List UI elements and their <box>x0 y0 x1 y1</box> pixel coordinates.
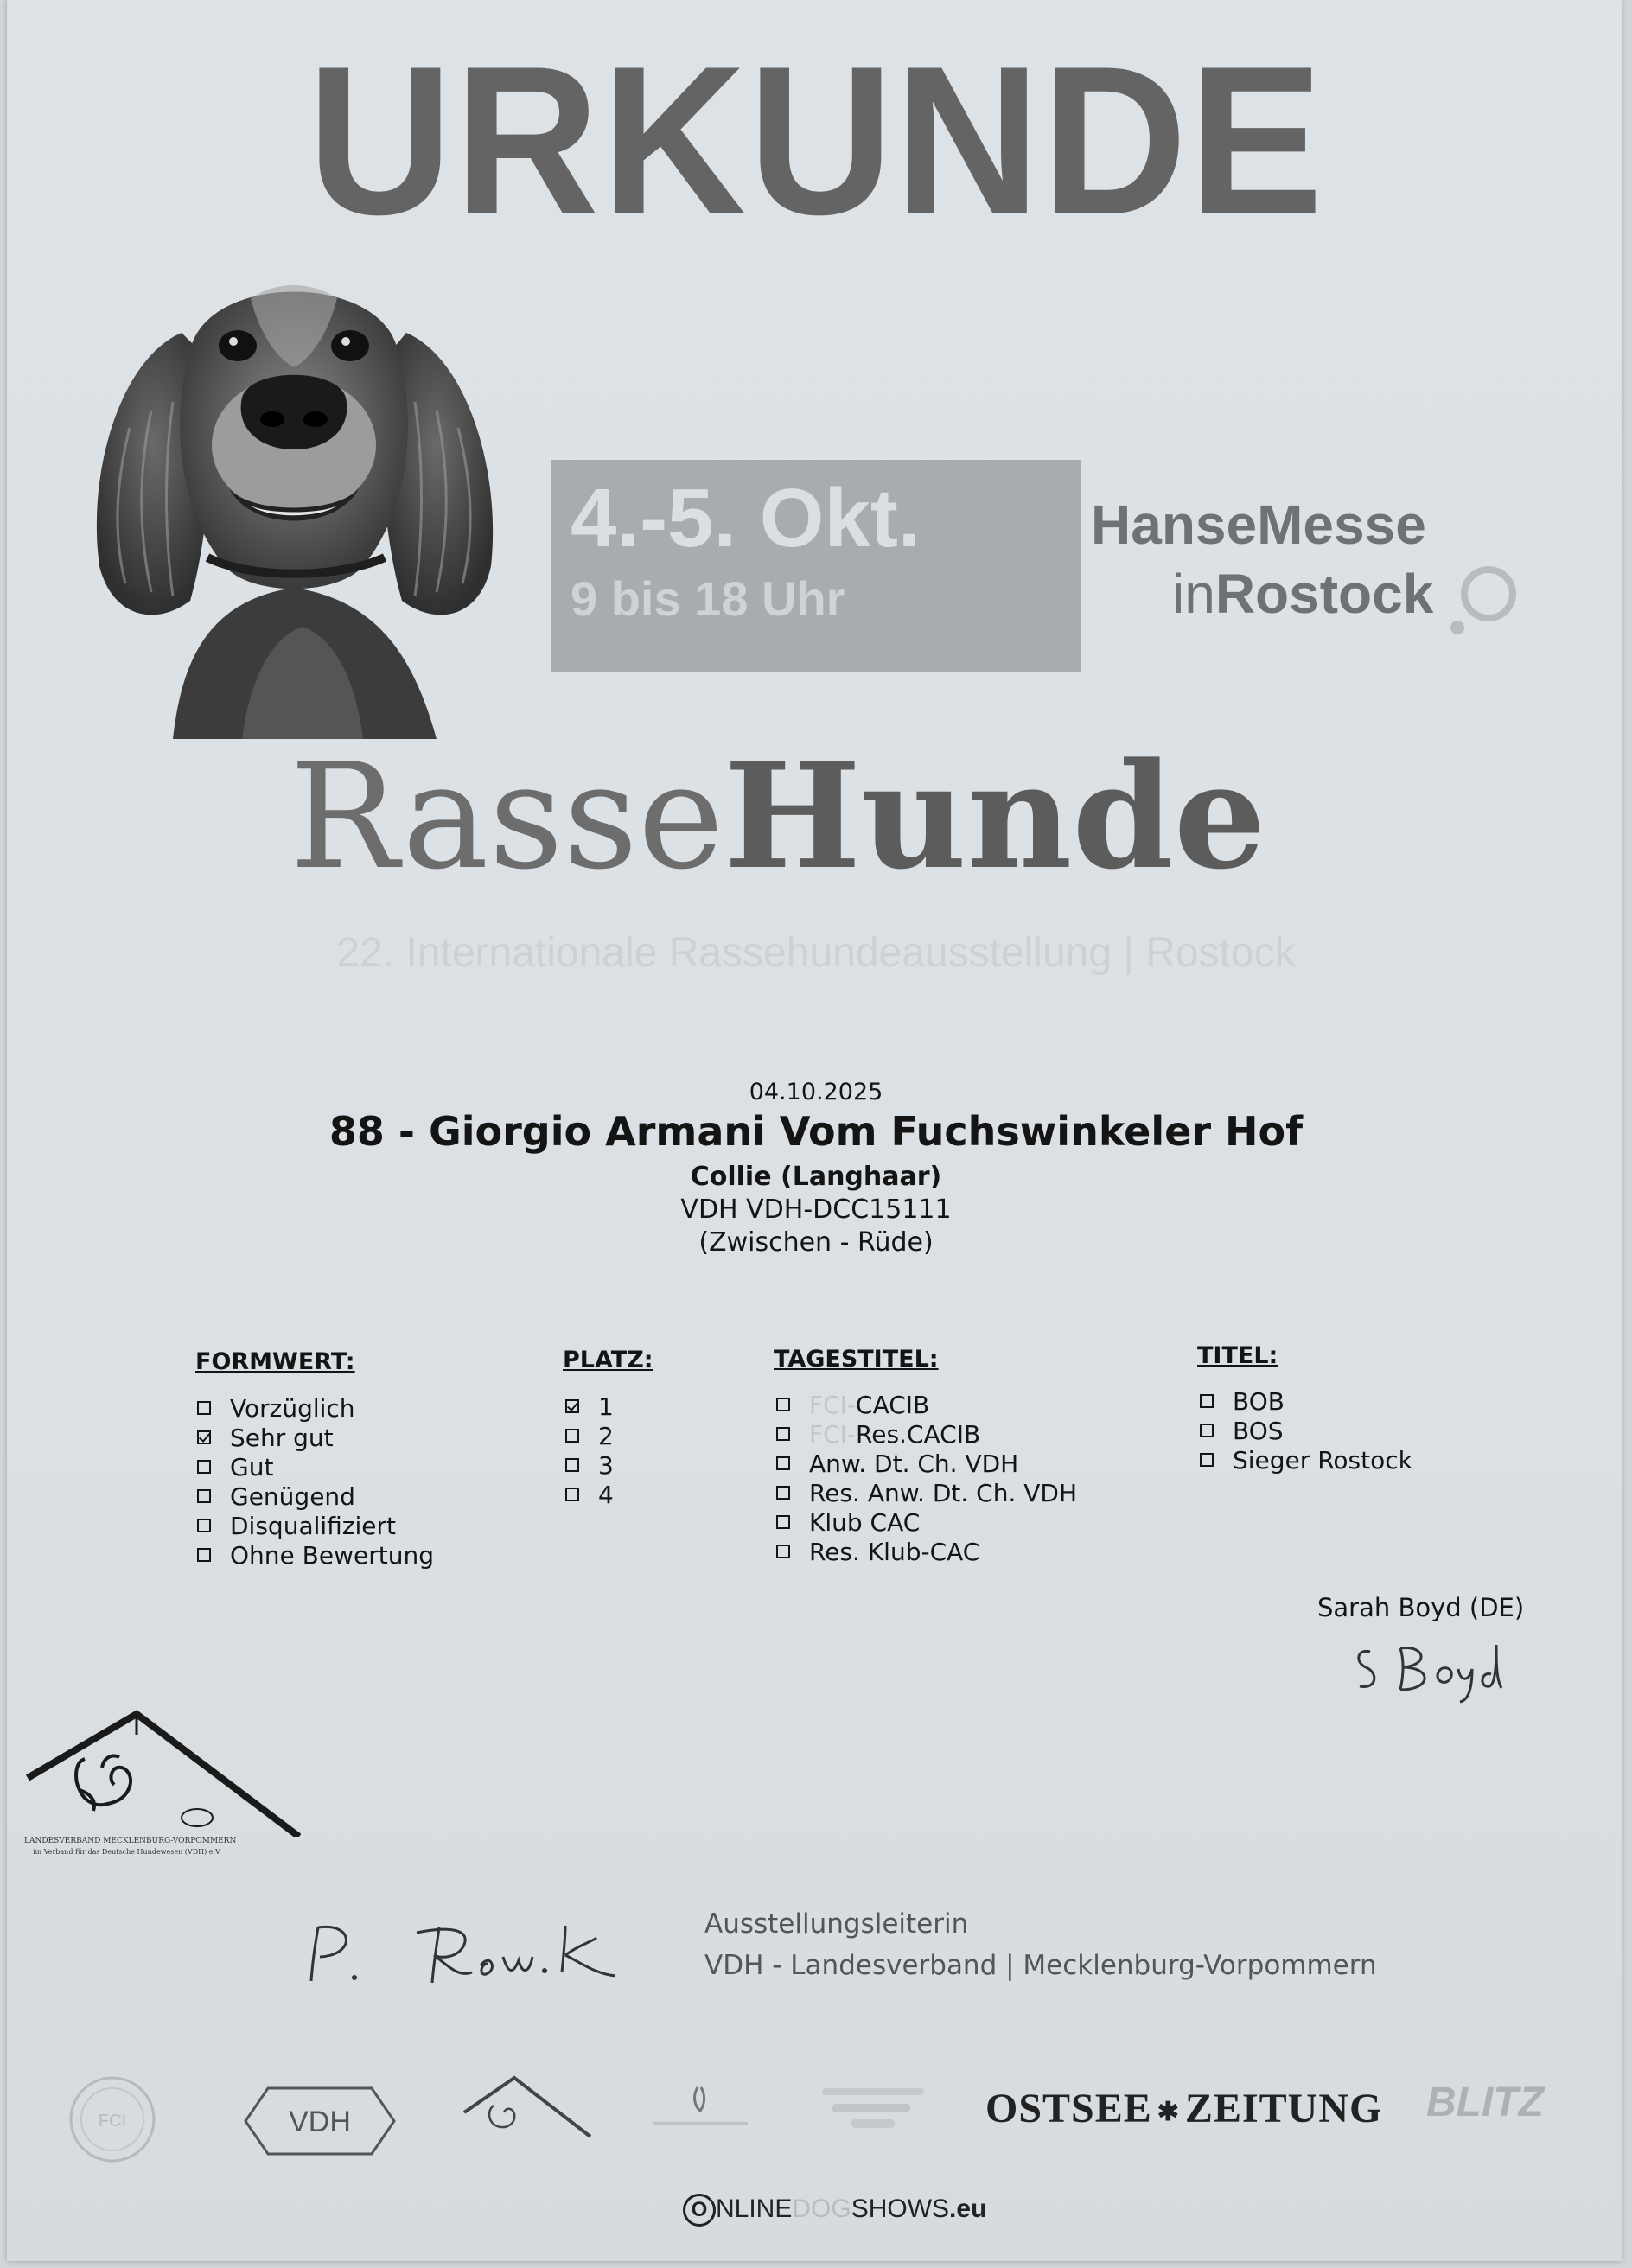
formwert-label: Disqualifiziert <box>230 1511 396 1540</box>
blitz-logo: BLITZ <box>1426 2080 1544 2125</box>
tagestitel-label: Res.CACIB <box>856 1419 981 1449</box>
venue-city-name: Rostock <box>1214 563 1434 625</box>
titel-option[interactable] <box>1200 1445 1412 1475</box>
logo-caption-line1: LANDESVERBAND MECKLENBURG-VORPOMMERN <box>24 1837 237 1845</box>
event-dates: 4.-5. Okt. <box>571 472 921 564</box>
event-hours: 9 bis 18 Uhr <box>571 571 845 626</box>
online-text: NLINE <box>716 2194 793 2223</box>
tagestitel-checkbox[interactable] <box>776 1427 790 1441</box>
tagestitel-option[interactable] <box>776 1537 1077 1566</box>
landesverband-logo <box>24 1707 301 1837</box>
dog-illustration <box>78 255 510 739</box>
tagestitel-options <box>776 1390 1077 1566</box>
judge-name: Sarah Boyd (DE) <box>1317 1593 1525 1622</box>
platz-option[interactable] <box>565 1421 614 1450</box>
formwert-option[interactable] <box>197 1481 434 1511</box>
platz-option[interactable] <box>565 1392 614 1421</box>
dog-breed: Collie (Langhaar) <box>690 1162 942 1192</box>
formwert-option[interactable] <box>197 1452 434 1481</box>
formwert-label: Gut <box>230 1452 274 1481</box>
formwert-options <box>197 1393 434 1570</box>
sponsor-logo-faint-1 <box>644 2079 756 2139</box>
titel-heading: TITEL: <box>1197 1342 1278 1369</box>
formwert-heading: FORMWERT: <box>195 1348 355 1375</box>
online-shows-text: SHOWS <box>851 2194 950 2223</box>
event-brand-bold: Hunde <box>724 730 1266 901</box>
online-dog-text: DOG <box>792 2194 851 2223</box>
online-dog-shows-logo <box>683 2194 986 2227</box>
formwert-label: Ohne Bewertung <box>230 1540 434 1570</box>
formwert-label: Genügend <box>230 1481 355 1511</box>
formwert-option[interactable] <box>197 1423 434 1452</box>
platz-heading: PLATZ: <box>563 1347 653 1373</box>
platz-label: 3 <box>598 1450 614 1480</box>
venue-logo-ring <box>1461 566 1516 621</box>
dog-name: 88 - Giorgio Armani Vom Fuchswinkeler Hof <box>328 1108 1304 1155</box>
tagestitel-checkbox[interactable] <box>776 1515 790 1529</box>
tagestitel-option[interactable] <box>776 1390 1077 1419</box>
titel-checkbox[interactable] <box>1200 1453 1214 1467</box>
platz-checkbox[interactable] <box>565 1458 579 1472</box>
tagestitel-option[interactable] <box>776 1507 1077 1537</box>
ostsee-zeitung-left: OSTSEE <box>985 2086 1152 2131</box>
ostsee-zeitung-emblem: ✱ <box>1157 2098 1180 2127</box>
organizer-signature <box>303 1921 631 1990</box>
judge-signature <box>1353 1636 1508 1705</box>
fci-prefix: FCI- <box>809 1390 857 1419</box>
tagestitel-label: Res. Klub-CAC <box>809 1537 980 1566</box>
platz-label: 1 <box>598 1392 614 1421</box>
tagestitel-label: Anw. Dt. Ch. VDH <box>809 1449 1019 1478</box>
venue-city <box>1172 562 1433 626</box>
vdh-logo <box>242 2085 398 2157</box>
formwert-checkbox[interactable] <box>197 1430 211 1444</box>
titel-checkbox[interactable] <box>1200 1394 1214 1408</box>
formwert-option[interactable] <box>197 1393 434 1423</box>
venue-name: HanseMesse <box>1091 494 1426 556</box>
formwert-checkbox[interactable] <box>197 1519 211 1532</box>
tagestitel-checkbox[interactable] <box>776 1456 790 1470</box>
event-brand-light: Rasse <box>290 732 724 901</box>
tagestitel-option[interactable] <box>776 1449 1077 1478</box>
formwert-checkbox[interactable] <box>197 1460 211 1474</box>
fci-prefix: FCI- <box>809 1419 857 1449</box>
platz-option[interactable] <box>565 1450 614 1480</box>
titel-options <box>1200 1386 1412 1475</box>
ostsee-zeitung-right: ZEITUNG <box>1184 2086 1383 2131</box>
tagestitel-option[interactable] <box>776 1419 1077 1449</box>
event-brand <box>290 730 1266 901</box>
dog-registration: VDH VDH-DCC15111 <box>680 1195 952 1225</box>
organizer-organization: VDH - Landesverband | Mecklenburg-Vorpommern <box>704 1950 1377 1981</box>
landesverband-small-logo <box>462 2073 592 2142</box>
tagestitel-heading: TAGESTITEL: <box>774 1346 939 1373</box>
vdh-logo-text: VDH <box>289 2106 351 2138</box>
certificate-title: URKUNDE <box>307 22 1325 258</box>
tagestitel-option[interactable] <box>776 1478 1077 1507</box>
event-subtitle: 22. Internationale Rassehundeausstellung | Rostock <box>336 930 1296 976</box>
fci-logo-text: FCI <box>98 2112 127 2131</box>
platz-checkbox[interactable] <box>565 1429 579 1443</box>
platz-label: 4 <box>598 1480 614 1509</box>
platz-options <box>565 1392 614 1509</box>
ostsee-zeitung-logo <box>985 2085 1382 2132</box>
titel-checkbox[interactable] <box>1200 1424 1214 1437</box>
organizer-role: Ausstellungsleiterin <box>704 1908 969 1940</box>
formwert-option[interactable] <box>197 1511 434 1540</box>
titel-option[interactable] <box>1200 1386 1412 1416</box>
dog-class: (Zwischen - Rüde) <box>698 1227 934 1258</box>
logo-caption-line2: im Verband für das Deutsche Hundewesen (VDH) e.V. <box>33 1848 221 1856</box>
formwert-label: Sehr gut <box>230 1423 334 1452</box>
venue-city-prefix: in <box>1172 563 1215 625</box>
formwert-checkbox[interactable] <box>197 1548 211 1562</box>
platz-checkbox[interactable] <box>565 1399 579 1413</box>
venue-logo-dot <box>1450 621 1464 634</box>
formwert-option[interactable] <box>197 1540 434 1570</box>
titel-label: Sieger Rostock <box>1233 1445 1412 1475</box>
titel-option[interactable] <box>1200 1416 1412 1445</box>
formwert-checkbox[interactable] <box>197 1401 211 1415</box>
formwert-label: Vorzüglich <box>230 1393 355 1423</box>
formwert-checkbox[interactable] <box>197 1489 211 1503</box>
platz-option[interactable] <box>565 1480 614 1509</box>
fci-logo <box>67 2074 157 2164</box>
tagestitel-label: CACIB <box>856 1390 930 1419</box>
tagestitel-label: Klub CAC <box>809 1507 921 1537</box>
platz-label: 2 <box>598 1421 614 1450</box>
titel-label: BOS <box>1233 1416 1284 1445</box>
platz-checkbox[interactable] <box>565 1488 579 1501</box>
tagestitel-checkbox[interactable] <box>776 1545 790 1558</box>
show-date: 04.10.2025 <box>749 1079 883 1105</box>
tagestitel-label: Res. Anw. Dt. Ch. VDH <box>809 1478 1078 1507</box>
sponsor-logo-faint-2 <box>817 2081 929 2138</box>
online-eu-text: .eu <box>949 2194 987 2223</box>
online-o-mark: O <box>683 2194 716 2227</box>
titel-label: BOB <box>1233 1386 1285 1416</box>
tagestitel-checkbox[interactable] <box>776 1486 790 1500</box>
tagestitel-checkbox[interactable] <box>776 1398 790 1411</box>
